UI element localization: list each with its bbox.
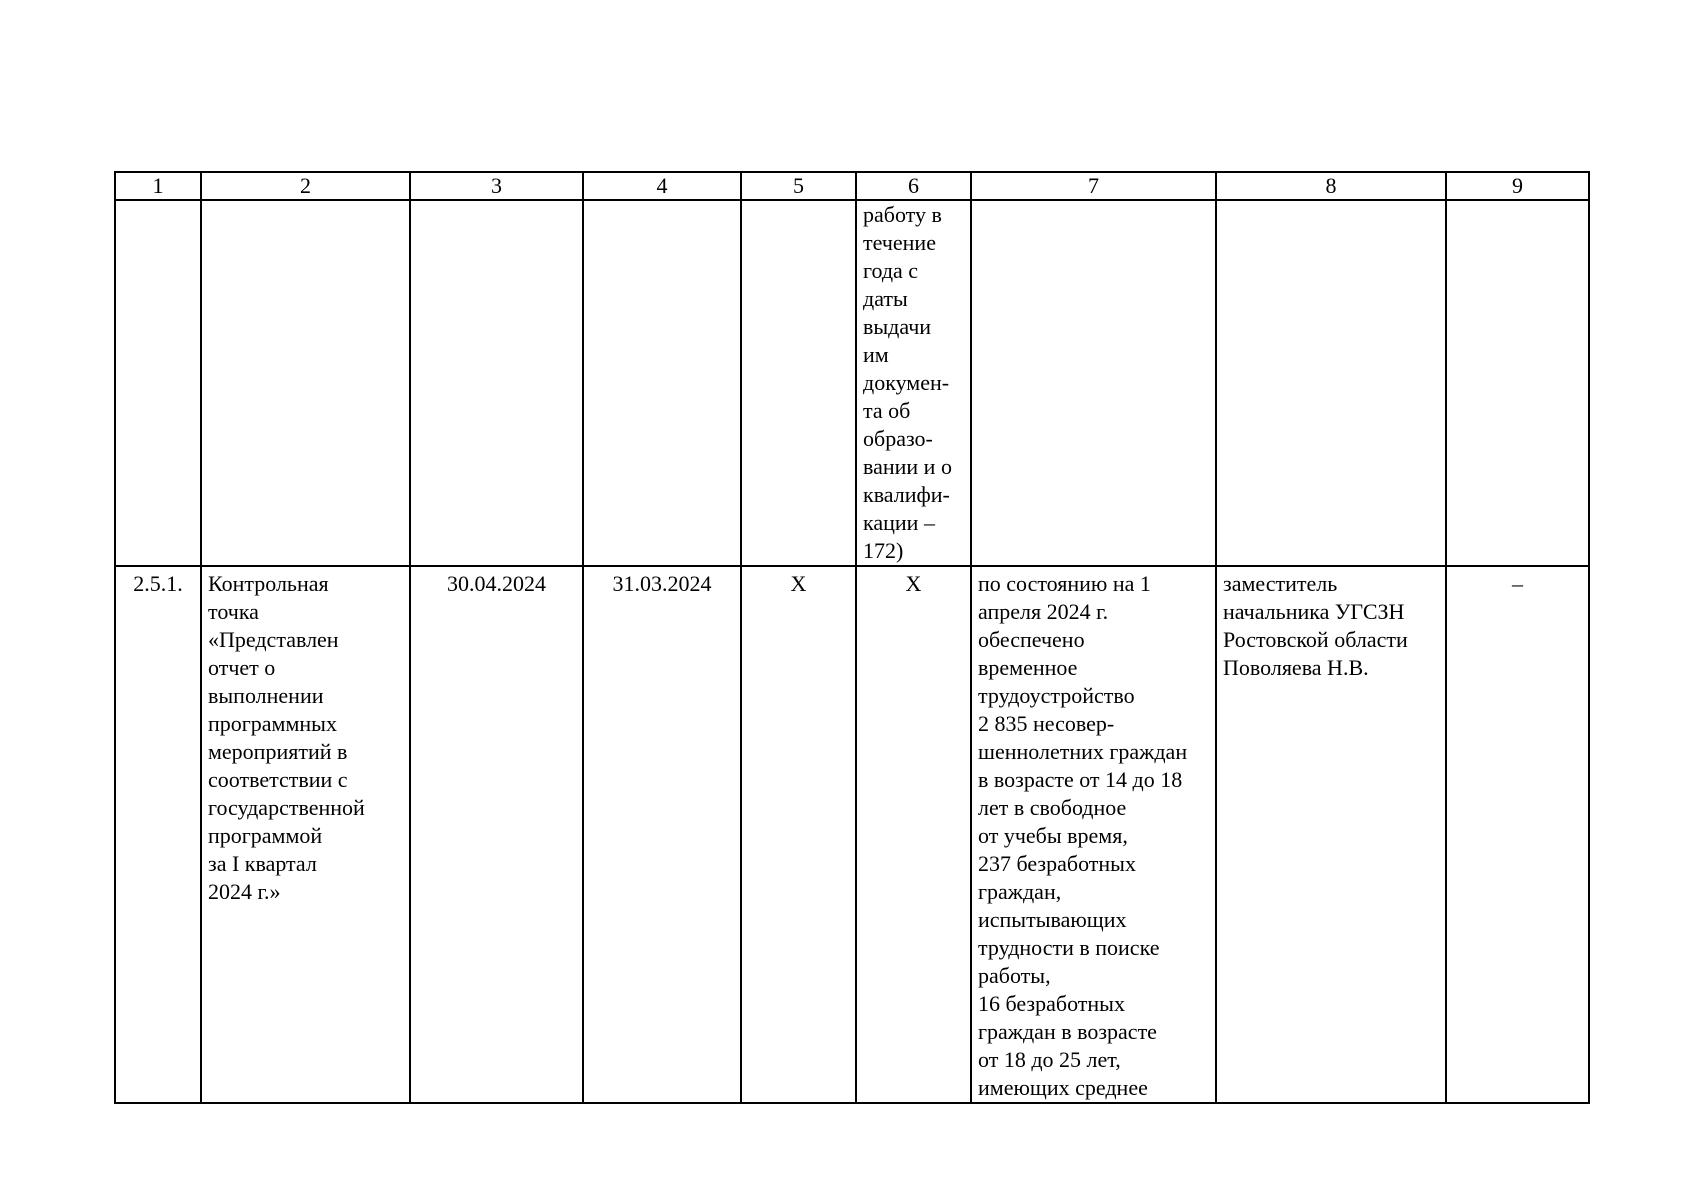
row-col9: – [1512,571,1523,596]
cont-cell-8 [1216,200,1446,566]
header-cell-1: 1 [115,172,201,200]
row-result-cell [971,566,1216,1103]
header-cell-8: 8 [1216,172,1446,200]
row-date-fact: 31.03.2024 [612,571,712,596]
header-cell-4: 4 [583,172,741,200]
row-col5-cell [741,566,856,1103]
header-cell-2: 2 [201,172,410,200]
row-col6-cell [856,566,971,1103]
table-row [115,566,1589,1103]
cont-cell-5 [741,200,856,566]
cont-cell-9 [1446,200,1589,566]
row-col5: X [790,571,807,596]
row-number: 2.5.1. [133,571,183,596]
cont-cell-6-text: работу в течение года с даты выдачи им докумен- та об образо- вании и о квалифи- кации – 172) [863,202,952,563]
header-cell-3: 3 [410,172,583,200]
row-name-cell [201,566,410,1103]
header-cell-6: 6 [856,172,971,200]
header-row [115,172,1589,200]
cont-cell-4 [583,200,741,566]
cont-cell-7 [971,200,1216,566]
row-responsible-cell [1216,566,1446,1103]
continuation-row [115,200,1589,566]
row-name: Контрольная точка «Представлен отчет о выполнении программных мероприятий в соответствии с государственной программой за I квартал 2024 г.» [208,571,365,904]
header-cell-5: 5 [741,172,856,200]
row-responsible: заместитель начальника УГСЗН Ростовской области Поволяева Н.В. [1223,571,1408,680]
report-table [114,171,1590,1104]
cont-cell-6 [856,200,971,566]
row-col6: X [905,571,922,596]
row-number-cell [115,566,201,1103]
row-date-fact-cell [583,566,741,1103]
cont-cell-2 [201,200,410,566]
cont-cell-3 [410,200,583,566]
row-date-plan: 30.04.2024 [447,571,546,596]
header-cell-7: 7 [971,172,1216,200]
row-col9-cell [1446,566,1589,1103]
row-result: по состоянию на 1 апреля 2024 г. обеспечено временное трудоустройство 2 835 несовер- шеннолетних граждан в возрасте от 14 до 18 лет в свободное от учебы время, 237 безработных граждан, испытывающих трудности в поиске работы, 16 безработных граждан в возрасте от 18 до 25 лет, имеющих среднее [978,571,1188,1100]
header-cell-9: 9 [1446,172,1589,200]
cont-cell-1 [115,200,201,566]
row-date-plan-cell [410,566,583,1103]
